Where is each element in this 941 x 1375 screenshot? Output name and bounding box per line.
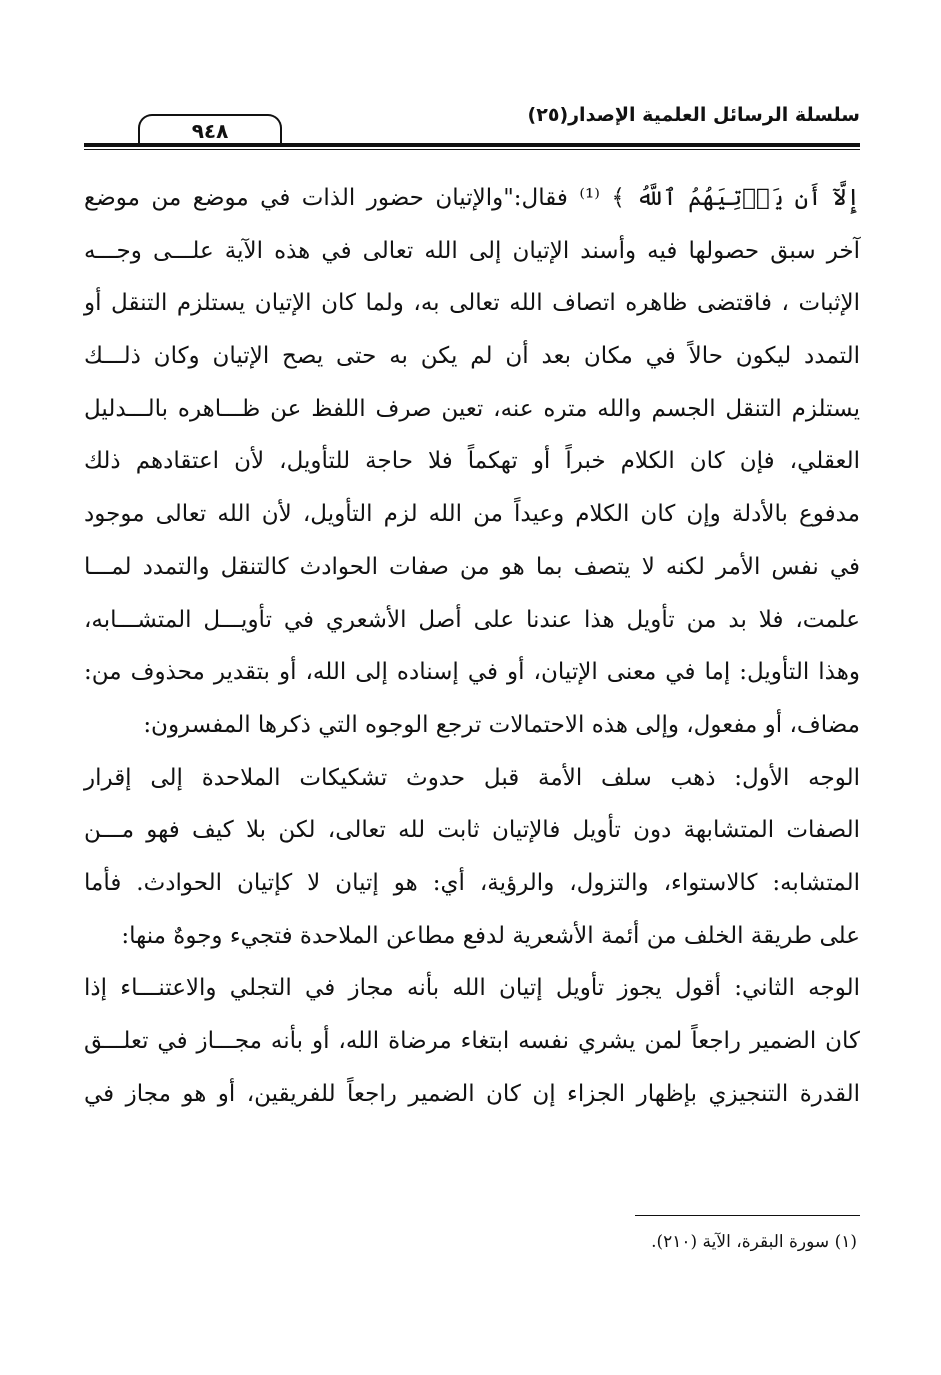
text-line: الصفات المتشابهة دون تأويل فالإتيان ثابت لله تعالى، لكن بلا كيف فهو مـــن xyxy=(84,817,860,844)
page-number: ٩٤٨ xyxy=(138,114,282,146)
text-line: مضاف، أو مفعول، وإلى هذه الاحتمالات ترجع الوجوه التي ذكرها المفسرون: xyxy=(143,711,860,738)
text-line: الإثبات ، فاقتضى ظاهره اتصاف الله تعالى به، ولما كان الإتيان يستلزم التنقل أو xyxy=(84,290,860,317)
text-line: العقلي، فإن كان الكلام خبراً أو تهكماً فلا حاجة للتأويل، لأن اعتقادهم ذلك xyxy=(84,448,860,475)
text-line: آخر سبق حصولها فيه وأسند الإتيان إلى الله تعالى في هذه الآية علـــى وجـــه xyxy=(84,237,860,264)
text-line: مدفوع بالأدلة وإن كان الكلام وعيداً من الله لزم التأويل، لأن الله تعالى موجود xyxy=(84,501,860,528)
text-line: الوجه الثاني: أقول يجوز تأويل إتيان الله بأنه مجاز في التجلي والاعتنـــاء إذا xyxy=(84,975,860,1002)
text-line: وهذا التأويل: إما في معنى الإتيان، أو في إسناده إلى الله، أو بتقدير محذوف من: xyxy=(84,659,860,686)
footnote-separator xyxy=(635,1215,860,1216)
text-line: القدرة التنجيزي بإظهار الجزاء إن كان الضمير راجعاً للفريقين، أو هو مجاز في xyxy=(84,1080,860,1107)
text-line: علمت، فلا بد من تأويل هذا عندنا على أصل الأشعري في تأويـــل المتشـــابه، xyxy=(84,606,860,633)
series-title: سلسلة الرسائل العلمية الإصدار(٢٥) xyxy=(527,104,860,126)
page-header xyxy=(84,100,860,146)
header-rule-thin xyxy=(84,149,860,150)
text-line: المتشابه: كالاستواء، والتزول، والرؤية، أي: هو إتيان لا كإتيان الحوادث. فأما xyxy=(84,869,860,896)
text-line: التمدد ليكون حالاً في مكان بعد أن لم يكن به حتى يصح الإتيان وكان ذلـــك xyxy=(84,343,860,370)
body-text xyxy=(84,172,860,1120)
text-line: يستلزم التنقل الجسم والله متره عنه، تعين صرف اللفظ عن ظـــاهره بالـــدليل xyxy=(84,395,860,422)
text-line: الوجه الأول: ذهب سلف الأمة قبل حدوث تشكيكات الملاحدة إلى إقرار xyxy=(84,764,860,791)
text-line: كان الضمير راجعاً لمن يشري نفسه ابتغاء مرضاة الله، أو بأنه مجـــاز في تعلـــق xyxy=(84,1028,860,1054)
text-line: إِلَّآ أَن يَأۡتِيَهُمُ ٱللَّهُ ﴾ ⁽¹⁾ فقال:"والإتيان حضور الذات في موضع من موضع xyxy=(84,185,860,211)
text-line: في نفس الأمر لكنه لا يتصف بما هو من صفات الحوادث كالتنقل والتمدد لمـــا xyxy=(84,553,860,580)
footnote: (١) سورة البقرة، الآية (٢١٠). xyxy=(651,1232,857,1252)
header-rule xyxy=(84,143,860,147)
text-line: على طريقة الخلف من أئمة الأشعرية لدفع مطاعن الملاحدة فتجيء وجوهٌ منها: xyxy=(121,922,860,949)
